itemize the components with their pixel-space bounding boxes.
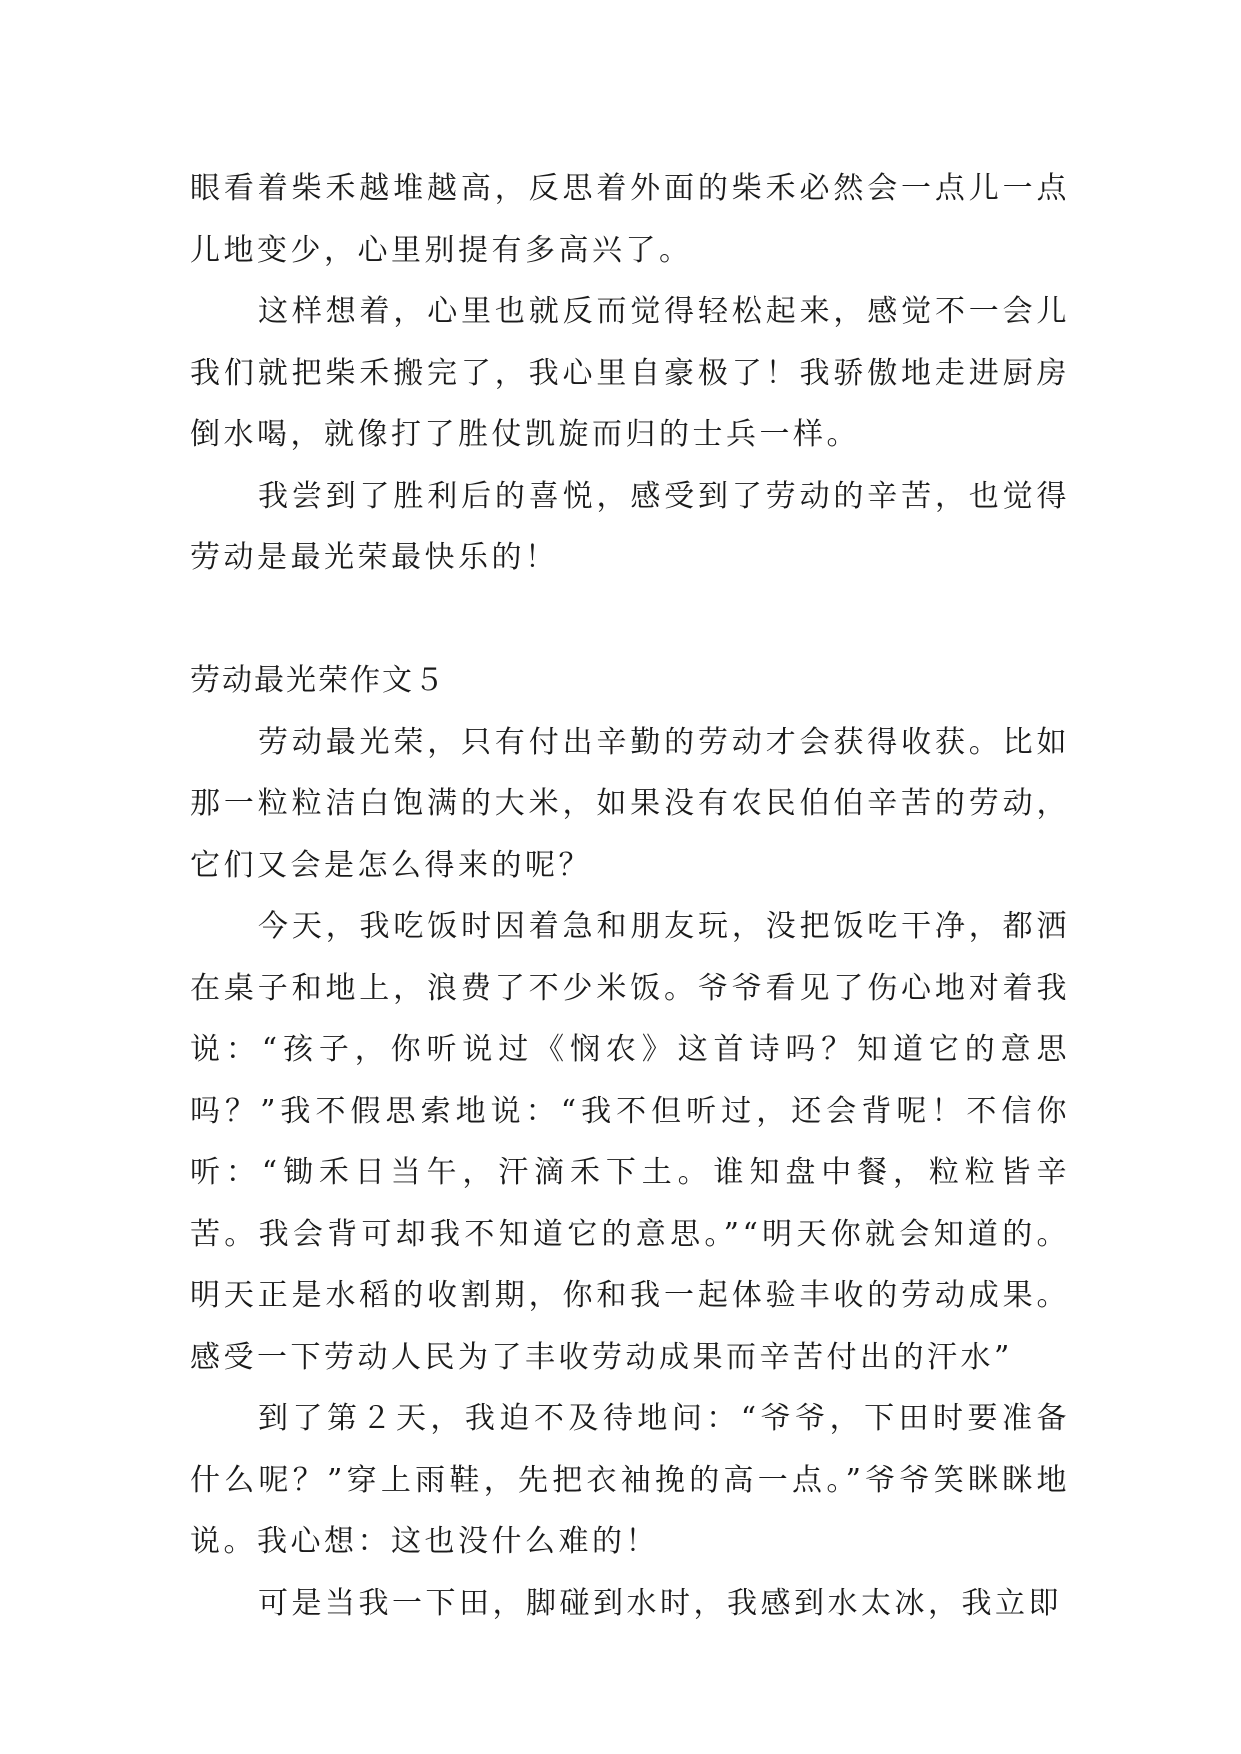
paragraph-4: 劳动最光荣，只有付出辛勤的劳动才会获得收获。比如那一粒粒洁白饱满的大米，如果没有农民伯伯辛苦的劳动，它们又会是怎么得来的呢？ [190,724,1070,883]
paragraph-2: 这样想着，心里也就反而觉得轻松起来，感觉不一会儿我们就把柴禾搬完了，我心里自豪极了！我骄傲地走进厨房倒水喝，就像打了胜仗凯旋而归的士兵一样。 [190,294,1070,452]
section-gap [190,589,1070,651]
paragraph-1: 眼看着柴禾越堆越高，反思着外面的柴禾必然会一点儿一点儿地变少，心里别提有多高兴了。 [190,171,1070,268]
document-body [190,158,1070,1634]
paragraph-5: 今天，我吃饭时因着急和朋友玩，没把饭吃干净，都洒在桌子和地上，浪费了不少米饭。爷爷看见了伤心地对着我说：“孩子，你听说过《悯农》这首诗吗？知道它的意思吗？”我不假思索地说：“我不但听过，还会背呢！不信你听：“锄禾日当午，汗滴禾下土。谁知盘中餐，粒粒皆辛苦。我会背可却我不知道它的意思。”“明天你就会知道的。明天正是水稻的收割期，你和我一起体验丰收的劳动成果。感受一下劳动人民为了丰收劳动成果而辛苦付出的汗水” [190,909,1070,1375]
section-heading: 劳动最光荣作文５ [190,663,446,698]
paragraph-7: 可是当我一下田，脚碰到水时，我感到水太冰，我立即 [258,1585,1062,1621]
paragraph-6: 到了第２天，我迫不及待地问：“爷爷，下田时要准备什么呢？”穿上雨鞋，先把衣袖挽的高一点。”爷爷笑眯眯地说。我心想：这也没什么难的！ [190,1401,1070,1559]
paragraph-3: 我尝到了胜利后的喜悦，感受到了劳动的辛苦，也觉得劳动是最光荣最快乐的！ [190,478,1070,575]
